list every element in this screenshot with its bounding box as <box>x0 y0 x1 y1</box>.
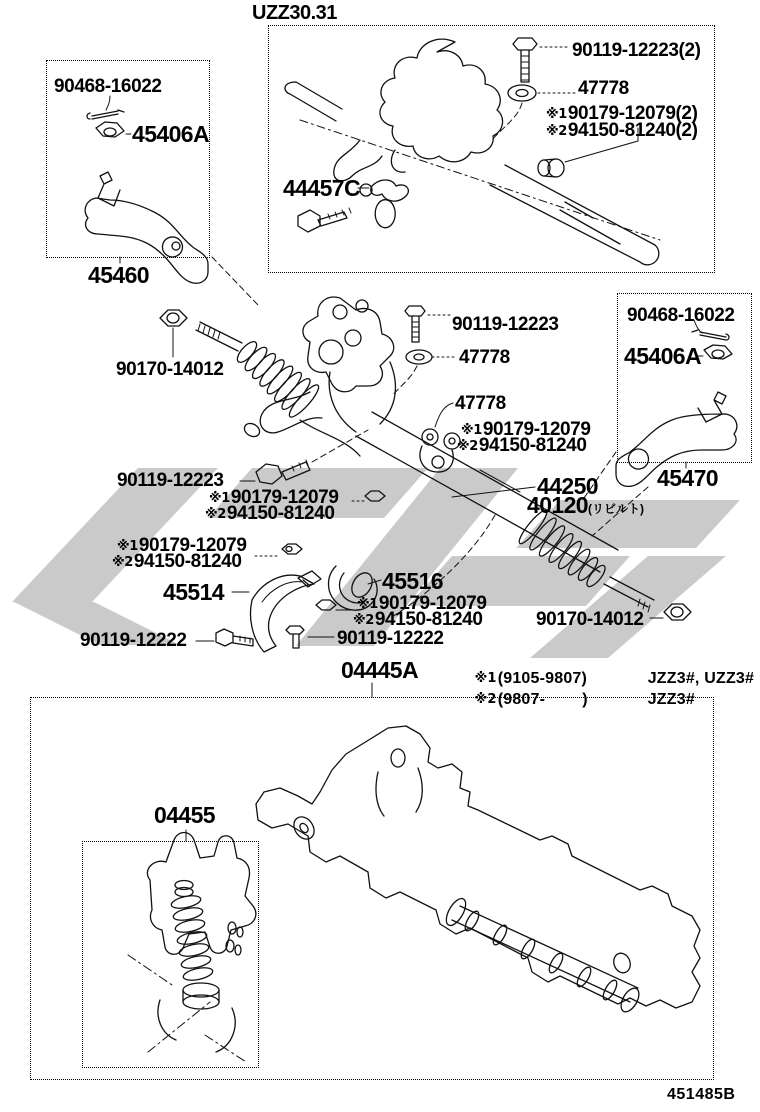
part-label-alt2-x2: ※294150-81240(2) <box>546 120 698 141</box>
washer-pair-icons <box>422 429 460 449</box>
mount-bracket-45514 <box>251 571 322 652</box>
nut-icon-lh <box>96 122 124 137</box>
part-label-bolt-12223-left: 90119-12223 <box>117 470 224 491</box>
part-label-04445A: 04445A <box>341 657 418 683</box>
part-label-bolt-12222-left: 90119-12222 <box>80 630 187 651</box>
part-label-alt1-a: ※190179-12079 <box>461 419 591 440</box>
inner-tie-rod-left <box>196 322 242 351</box>
part-label-locknut-right: 90170-14012 <box>536 609 644 630</box>
rack-housing-outline <box>256 726 700 1008</box>
inner-tie-rod-right <box>604 577 654 612</box>
part-label-locknut-left: 90170-14012 <box>116 359 224 380</box>
part-label-washer-47778-c: 47778 <box>455 393 506 414</box>
part-label-alt2-b: ※294150-81240 <box>205 503 335 524</box>
part-label-bolt-12223-x2: 90119-12223(2) <box>572 40 701 61</box>
rebuilt-note: (リビルト) <box>587 502 644 516</box>
part-label-45470: 45470 <box>657 465 718 491</box>
part-label-alt1-d: ※190179-12079 <box>357 593 487 614</box>
washer-icon <box>508 85 536 101</box>
note-alt1-applicability: ※1(9105-9807) JZZ3#, UZZ3# <box>474 670 755 687</box>
bolt-icon-small-vertical <box>286 626 304 648</box>
lock-nut-icon-right <box>664 604 691 620</box>
part-label-alt1-c: ※190179-12079 <box>117 535 247 556</box>
part-label-alt1-x2: ※190179-12079(2) <box>546 103 698 124</box>
plug-icon <box>538 159 564 177</box>
lock-nut-icon-left <box>160 310 187 326</box>
note-alt2-applicability: ※2(9807- ) JZZ3# <box>474 691 695 708</box>
part-label-45460: 45460 <box>88 262 149 288</box>
part-label-04455: 04455 <box>154 802 215 828</box>
part-label-clip-lh: 90468-16022 <box>54 76 162 97</box>
part-label-45516: 45516 <box>382 568 443 594</box>
part-label-44250: 44250 <box>537 473 598 499</box>
part-label-alt2-a: ※294150-81240 <box>457 435 587 456</box>
nut-icon-small-a <box>365 491 385 501</box>
bolt-icon <box>513 38 537 82</box>
nut-icon-rh <box>704 345 732 359</box>
part-label-washer-47778-b: 47778 <box>459 347 510 368</box>
valve-body-sketch <box>242 297 395 456</box>
valve-kit-sketch <box>128 833 256 1063</box>
boot-right <box>516 508 608 590</box>
part-label-nut-lh: 45406A <box>132 121 209 147</box>
part-label-washer-47778-a: 47778 <box>578 78 629 99</box>
nut-icon-small-b <box>282 544 302 554</box>
part-label-nut-rh: 45406A <box>624 343 701 369</box>
bolt-icon-mid <box>405 306 425 342</box>
gear-assembly-sketch <box>285 39 660 265</box>
part-label-alt1-b: ※190179-12079 <box>209 487 339 508</box>
bolt-drawing-bottom-left <box>216 629 253 646</box>
nut-icon-small-c <box>316 600 336 610</box>
clamp-drawing <box>360 180 408 228</box>
clip-drawing-lh <box>87 96 124 119</box>
alt-mark-1: ※1 <box>546 107 567 122</box>
clamp-bolt-drawing <box>298 208 351 232</box>
bolt-drawing-left <box>256 460 310 484</box>
part-label-bolt-12222-right: 90119-12222 <box>337 628 444 649</box>
part-label-44457C: 44457C <box>283 175 360 201</box>
alt-mark-2: ※2 <box>546 124 567 139</box>
part-label-alt2-d: ※294150-81240 <box>353 609 483 630</box>
part-label-alt2-c: ※294150-81240 <box>112 551 242 572</box>
part-label-clip-rh: 90468-16022 <box>627 305 735 326</box>
washer-icon-mid <box>406 350 432 364</box>
part-label-bolt-12223-mid: 90119-12223 <box>452 314 559 335</box>
part-label-40120: 40120(リビルト) <box>527 492 644 518</box>
drawing-code: 451485B <box>667 1086 736 1103</box>
page-title: UZZ30.31 <box>252 2 337 24</box>
part-label-45514: 45514 <box>163 579 224 605</box>
rack-shaft-seals <box>442 896 642 1015</box>
